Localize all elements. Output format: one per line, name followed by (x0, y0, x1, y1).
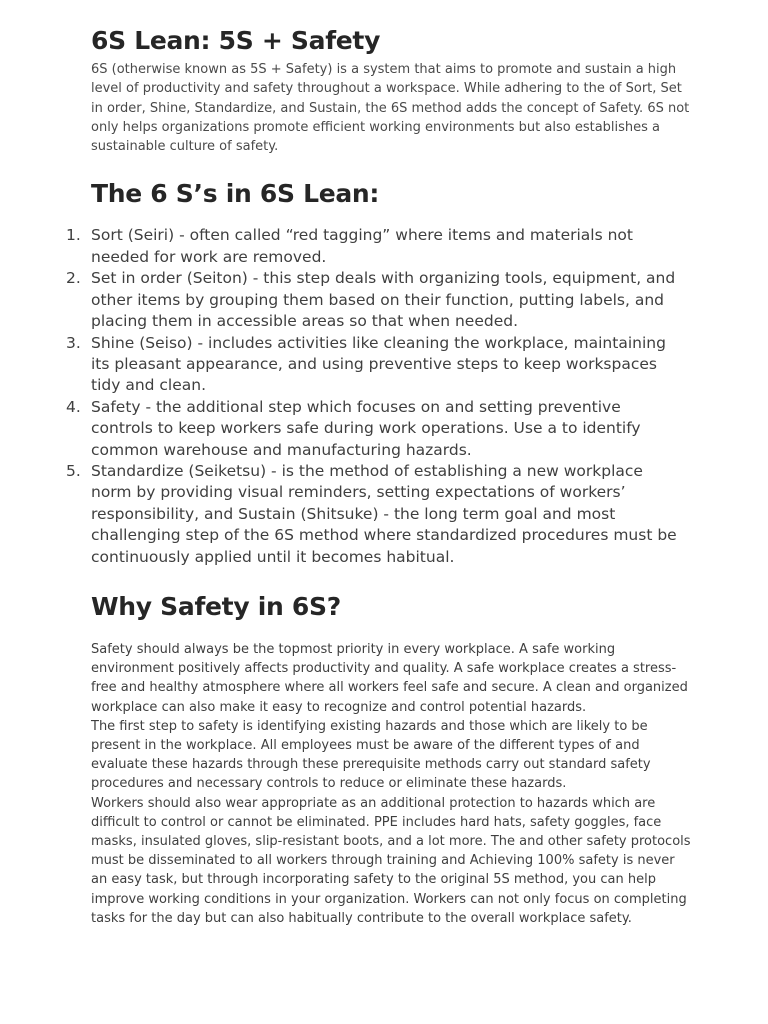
list-item-text: Safety - the additional step which focuses on and setting preventive controls to keep workers safe during work operations. Use a to identify common warehouse and manufacturing hazards. (91, 397, 641, 459)
list-item-text: Sort (Seiri) - often called “red tagging” where items and materials not needed for work are removed. (91, 226, 633, 266)
why-safety-body (91, 640, 708, 928)
body-paragraph: The first step to safety is identifying existing hazards and those which are likely to be present in the workplace. All employees must be aware of the different types of and evaluate these hazards through these prerequisite methods carry out standard safety procedures and necessary controls to reduce or eliminate these hazards. (91, 718, 651, 792)
list-item (66, 397, 681, 461)
list-item (66, 461, 681, 568)
list-item (66, 268, 681, 332)
list-item-number: 3. (66, 333, 81, 352)
body-paragraph: Workers should also wear appropriate as an additional protection to hazards which are difficult to control or cannot be eliminated. PPE includes hard hats, safety goggles, face masks, insulated gloves, slip-resistant boots, and a lot more. The and other safety protocols must be disseminated to all workers through training and Achieving 100% safety is never an easy task, but through incorporating safety to the original 5S method, you can help improve working conditions in your organization. Workers can not only focus on completing tasks for the day but can also habitually contribute to the overall workplace safety. (91, 795, 691, 926)
six-s-list (66, 225, 708, 568)
list-item (66, 225, 681, 268)
section-heading-why-safety: Why Safety in 6S? (91, 591, 341, 621)
section-heading-six-s: The 6 S’s in 6S Lean: (91, 179, 380, 209)
list-item-text: Set in order (Seiton) - this step deals with organizing tools, equipment, and other items by grouping them based on their function, putting labels, and placing them in accessible areas so that when needed. (91, 269, 676, 331)
list-item-text: Shine (Seiso) - includes activities like cleaning the workplace, maintaining its pleasant appearance, and using preventive steps to keep workspaces tidy and clean. (91, 333, 666, 395)
list-item-number: 4. (66, 397, 81, 416)
list-item-number: 1. (66, 226, 81, 245)
list-item-text: Standardize (Seiketsu) - is the method of establishing a new workplace norm by providing visual reminders, setting expectations of workers’ responsibility, and Sustain (Shitsuke) - the long term goal and most challenging step of the 6S method where standardized procedures must be continuously applied until it becomes habitual. (91, 461, 677, 566)
intro-paragraph: 6S (otherwise known as 5S + Safety) is a system that aims to promote and sustain a high level of productivity and safety throughout a workspace. While adhering to the of Sort, Set in order, Shine, Standardize, and Sustain, the 6S method adds the concept of Safety. 6S not only helps organizations promote efficient working environments but also establishes a sustainable culture of safety. (91, 62, 690, 155)
body-paragraph: Safety should always be the topmost priority in every workplace. A safe working environment positively affects productivity and quality. A safe workplace creates a stress-free and healthy atmosphere where all workers feel safe and secure. A clean and organized workplace can also make it easy to recognize and control potential hazards. (91, 641, 688, 715)
page-title: 6S Lean: 5S + Safety (91, 26, 381, 55)
list-item-number: 5. (66, 461, 81, 480)
list-item-number: 2. (66, 269, 81, 288)
list-item (66, 333, 681, 397)
